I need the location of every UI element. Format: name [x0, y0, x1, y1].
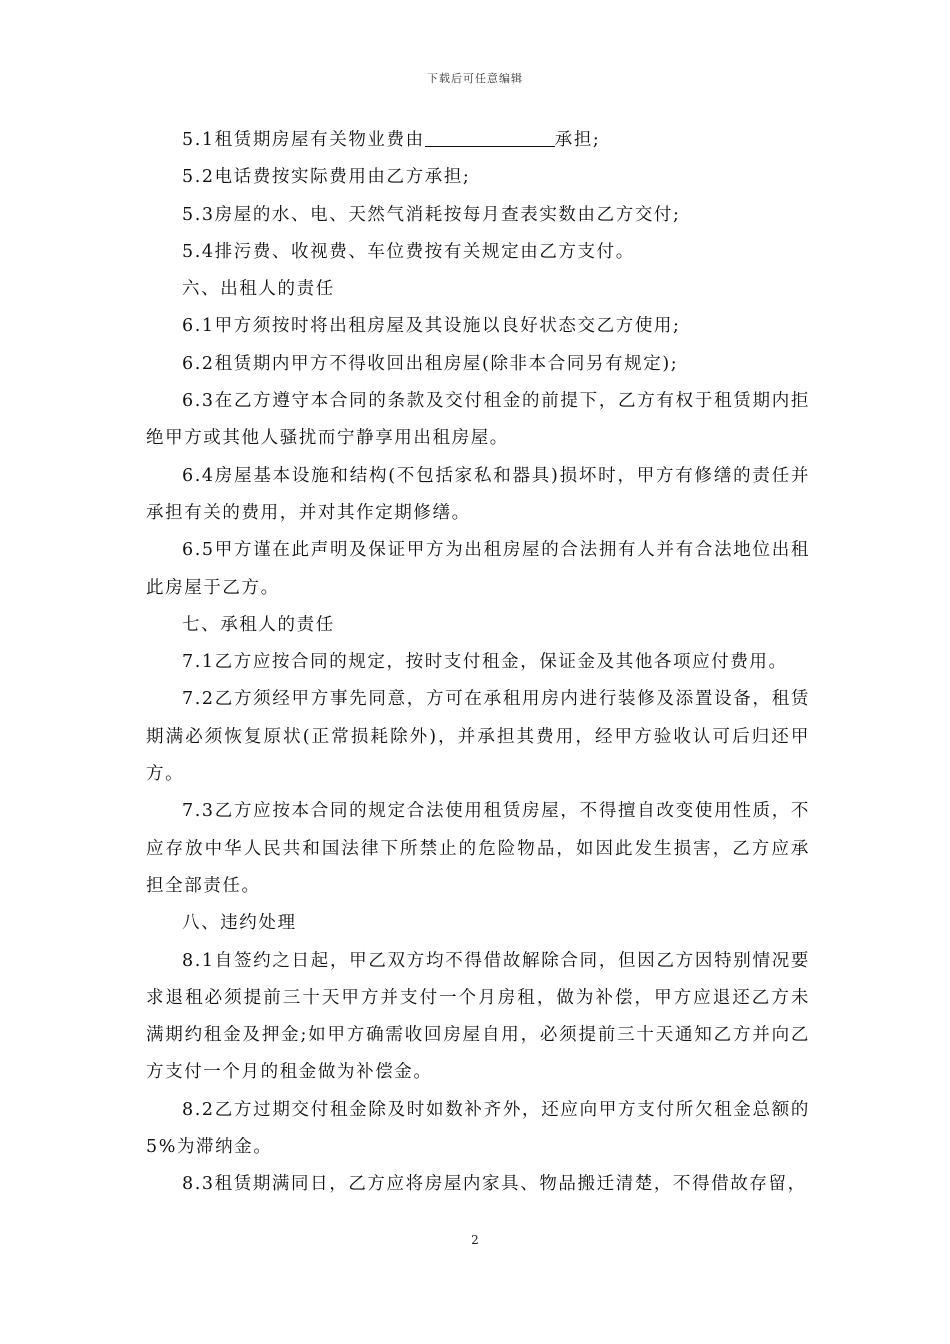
section-heading-8: 八、违约处理: [182, 913, 297, 934]
clause-5-3: 5.3房屋的水、电、天然气消耗按每月查表实数由乙方交付;: [182, 204, 681, 225]
clause-6-2: 6.2租赁期内甲方不得收回出租房屋(除非本合同另有规定);: [182, 353, 679, 374]
clause-7-2: 7.2乙方须经甲方事先同意，方可在承租用房内进行装修及添置设备，租赁期满必须恢复原状(正常损耗除外)，并承担其费用，经甲方验收认可后归还甲方。: [146, 689, 810, 785]
clause-6-3: 6.3在乙方遵守本合同的条款及交付租金的前提下，乙方有权于租赁期内拒绝甲方或其他人骚扰而宁静享用出租房屋。: [146, 391, 810, 449]
clause-5-4: 5.4排污费、收视费、车位费按有关规定由乙方支付。: [182, 241, 635, 262]
section-heading-7: 七、承租人的责任: [182, 614, 335, 635]
clause-8-1: 8.1自签约之日起，甲乙双方均不得借故解除合同，但因乙方因特别情况要求退租必须提前三十天甲方并支付一个月房租，做为补偿，甲方应退还乙方未满期约租金及押金;如甲方确需收回房屋自用，必须提前三十天通知乙方并向乙方支付一个月的租金做为补偿金。: [146, 950, 810, 1083]
clause-5-2: 5.2电话费按实际费用由乙方承担;: [182, 167, 471, 188]
section-heading-6: 六、出租人的责任: [182, 279, 335, 300]
clause-8-3: 8.3租赁期满同日，乙方应将房屋内家具、物品搬迁清楚，不得借故存留，: [182, 1174, 807, 1195]
clause-5-1-text: 5.1租赁期房屋有关物业费由: [182, 130, 425, 150]
header-note: 下载后可任意编辑: [427, 72, 523, 85]
clause-5-1: [146, 122, 810, 159]
page-number: 2: [471, 1233, 479, 1247]
clause-7-1: 7.1乙方应按合同的规定，按时支付租金，保证金及其他各项应付费用。: [182, 652, 788, 673]
clause-7-3: 7.3乙方应按本合同的规定合法使用租赁房屋，不得擅自改变使用性质，不应存放中华人民共和国法律下所禁止的危险物品，如因此发生损害，乙方应承担全部责任。: [146, 801, 810, 896]
clause-8-2: 8.2乙方过期交付租金除及时如数补齐外，还应向甲方支付所欠租金总额的5%为滞纳金。: [146, 1099, 810, 1158]
fill-in-blank[interactable]: [425, 129, 555, 148]
clause-6-1: 6.1甲方须按时将出租房屋及其设施以良好状态交乙方使用;: [182, 316, 681, 337]
clause-5-1-tail: 承担;: [554, 130, 601, 150]
clause-6-5: 6.5甲方谨在此声明及保证甲方为出租房屋的合法拥有人并有合法地位出租此房屋于乙方。: [146, 540, 810, 598]
document-body: [146, 122, 810, 1204]
clause-6-4: 6.4房屋基本设施和结构(不包括家私和器具)损坏时，甲方有修缮的责任并承担有关的费用，并对其作定期修缮。: [146, 465, 810, 523]
